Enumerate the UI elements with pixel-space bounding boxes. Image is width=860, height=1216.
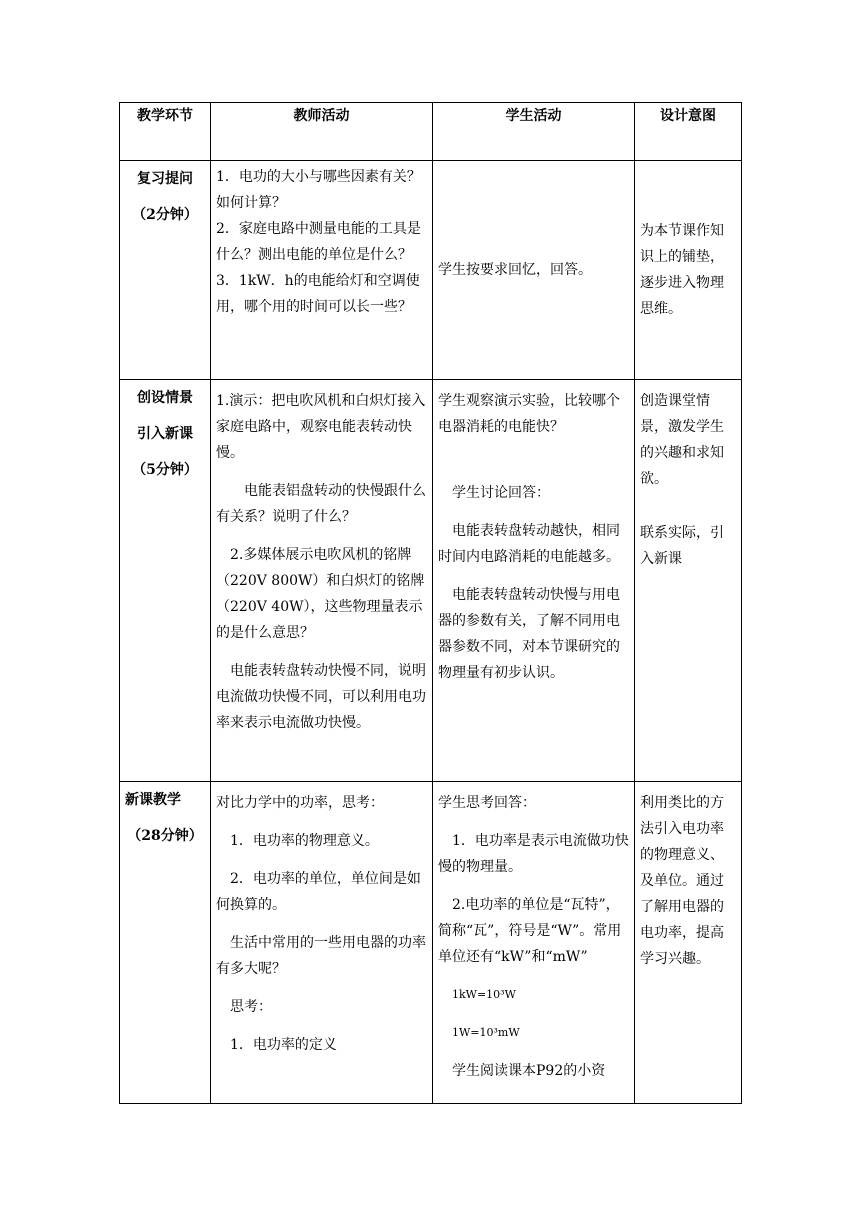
stage-cell (120, 161, 211, 380)
stage-name: 创设情景 (137, 390, 193, 406)
teacher-text: 生活中常用的一些用电器的功率有多大呢？ (216, 935, 426, 977)
student-text: 1W=10³mW (452, 1026, 520, 1039)
stage-time: （28分钟） (127, 828, 203, 844)
student-cell (433, 161, 635, 380)
teacher-text: 2．电功率的单位，单位间是如何换算的。 (216, 871, 421, 913)
header-teacher: 教师活动 (211, 103, 433, 161)
student-text: 1．电功率是表示电流做功快慢的物理量。 (438, 833, 629, 875)
student-text: 1kW=10³W (452, 988, 516, 1001)
teacher-text: 电能表转盘转动快慢不同，说明电流做功快慢不同，可以利用电功率来表示电流做功快慢。 (216, 663, 426, 731)
stage-cell (120, 380, 211, 782)
stage-cell (120, 782, 211, 1104)
teacher-cell (211, 380, 433, 782)
teacher-text: 2.多媒体展示电吹风机的铭牌（220V 800W）和白炽灯的铭牌（220V 40W），这些物理量表示的是什么意思？ (216, 547, 425, 641)
student-cell (433, 782, 635, 1104)
teacher-text: 思考： (230, 999, 272, 1015)
lesson-plan-table (119, 102, 742, 1104)
stage-time: （5分钟） (132, 462, 198, 478)
intent-cell (635, 161, 742, 380)
table-row (120, 380, 742, 782)
table-row (120, 161, 742, 380)
table-row (120, 782, 742, 1104)
student-text: 电能表转盘转动越快，相同时间内电路消耗的电能越多。 (438, 523, 620, 565)
teacher-cell (211, 161, 433, 380)
stage-time: （2分钟） (132, 207, 198, 223)
intent-text: 联系实际，引入新课 (640, 525, 724, 567)
student-text: 2.电功率的单位是“瓦特”，简称“瓦”，符号是“W”。常用单位还有“kW”和“mW” (438, 897, 622, 965)
header-stage: 教学环节 (120, 103, 211, 161)
teacher-text: 1．电功的大小与哪些因素有关？如何计算？ (216, 169, 421, 211)
teacher-text: 对比力学中的功率，思考： (216, 795, 384, 811)
teacher-cell (211, 782, 433, 1104)
teacher-text: 1．电功率的定义 (230, 1037, 337, 1053)
teacher-text: 3．1kW．h的电能给灯和空调使用，哪个用的时间可以长一些？ (216, 273, 420, 315)
student-text: 学生思考回答： (438, 795, 536, 811)
intent-cell (635, 782, 742, 1104)
student-text: 学生讨论回答： (452, 485, 550, 501)
stage-name: 引入新课 (137, 426, 193, 442)
intent-text: 为本节课作知识上的铺垫，逐步进入物理思维。 (640, 223, 724, 317)
student-cell (433, 380, 635, 782)
intent-cell (635, 380, 742, 782)
header-row (120, 103, 742, 161)
intent-text: 利用类比的方法引入电功率的物理意义、及单位。通过了解用电器的电功率，提高学习兴趣。 (640, 795, 724, 967)
header-intent: 设计意图 (635, 103, 742, 161)
stage-name: 复习提问 (137, 171, 193, 187)
teacher-text: 1.演示：把电吹风机和白炽灯接入家庭电路中，观察电能表转动快慢。 (216, 393, 426, 461)
stage-name: 新课教学 (125, 792, 181, 808)
student-text: 电能表转盘转动快慢与用电器的参数有关，了解不同用电器参数不同，对本节课研究的物理量有初步认识。 (438, 587, 620, 681)
header-student: 学生活动 (433, 103, 635, 161)
student-text: 学生按要求回忆，回答。 (438, 262, 592, 278)
student-text: 学生观察演示实验，比较哪个电器消耗的电能快？ (438, 393, 620, 435)
teacher-text: 1．电功率的物理意义。 (230, 833, 379, 849)
student-text: 学生阅读课本P92的小资 (452, 1063, 606, 1079)
teacher-text: 2．家庭电路中测量电能的工具是什么？测出电能的单位是什么？ (216, 221, 421, 263)
teacher-text: 电能表铝盘转动的快慢跟什么有关系？说明了什么？ (216, 483, 426, 525)
intent-text: 创造课堂情景，激发学生的兴趣和求知欲。 (640, 393, 724, 487)
